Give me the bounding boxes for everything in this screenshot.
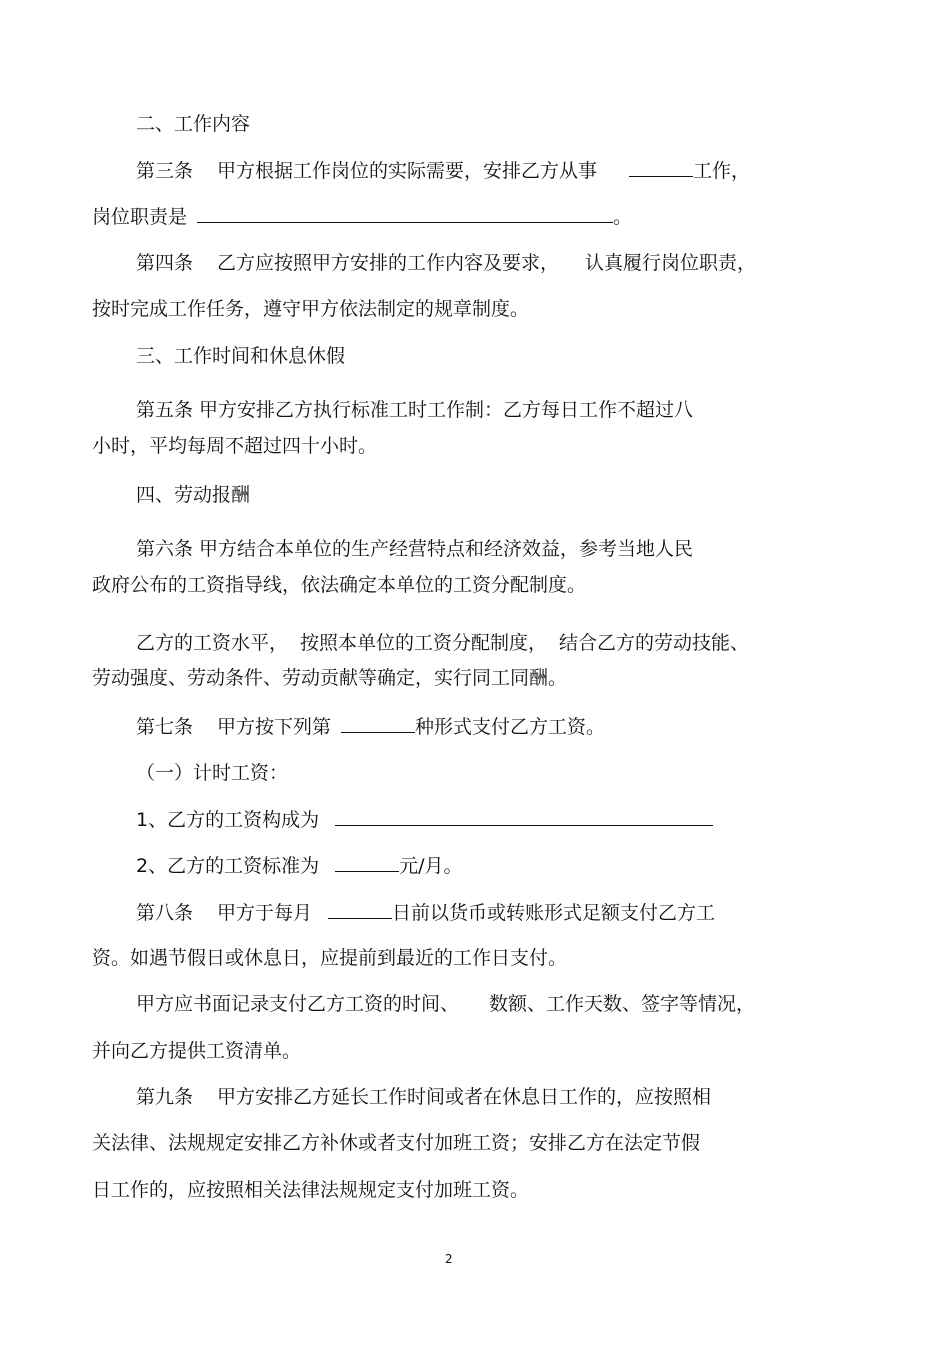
- article-7-label: 第七条: [136, 716, 194, 738]
- pay-level-text-3: 结合乙方的劳动技能、: [559, 632, 750, 654]
- item-2-text: 2、乙方的工资标准为: [136, 855, 320, 877]
- pay-day-blank: [328, 900, 392, 919]
- item-1: [136, 807, 713, 832]
- article-9-line-3: 日工作的，应按照相关法律法规规定支付加班工资。: [92, 1179, 530, 1201]
- article-9-text: 甲方安排乙方延长工作时间或者在休息日工作的，应按照相: [217, 1086, 712, 1108]
- article-9-line-1: [136, 1085, 711, 1109]
- article-8-line-1: [136, 900, 715, 925]
- article-4-label: 第四条: [136, 252, 194, 274]
- article-9-line-2: 关法律、法规规定安排乙方补休或者支付加班工资；安排乙方在法定节假: [92, 1132, 701, 1154]
- record-line-2: 并向乙方提供工资清单。: [92, 1040, 302, 1062]
- article-4-line-1: [136, 251, 756, 275]
- article-3-text: 甲方根据工作岗位的实际需要，安排乙方从事: [217, 160, 598, 182]
- article-5-line-2: 小时，平均每周不超过四十小时。: [92, 435, 378, 457]
- article-8-label: 第八条: [136, 902, 194, 924]
- article-3-label: 第三条: [136, 160, 194, 182]
- section-heading-remuneration: 四、劳动报酬: [136, 484, 251, 506]
- item-2: [136, 853, 463, 878]
- article-6-line-1: 第六条 甲方结合本单位的生产经营特点和经济效益，参考当地人民: [136, 538, 694, 560]
- wage-standard-blank: [335, 853, 399, 872]
- section-heading-work-hours: 三、工作时间和休息休假: [136, 345, 346, 367]
- article-8-text-end: 日前以货币或转账形式足额支付乙方工: [392, 902, 716, 924]
- article-5-line-1: 第五条 甲方安排乙方执行标准工时工作制：乙方每日工作不超过八: [136, 399, 694, 421]
- article-4-text: 乙方应按照甲方安排的工作内容及要求，: [217, 252, 560, 274]
- job-type-blank: [629, 158, 693, 177]
- record-text-2: 数额、工作天数、签字等情况，: [489, 993, 756, 1015]
- article-6-line-2: 政府公布的工资指导线，依法确定本单位的工资分配制度。: [92, 574, 587, 596]
- section-heading-work-content: 二、工作内容: [136, 113, 251, 135]
- pay-level-line-1: [136, 631, 749, 655]
- wage-form-blank: [341, 714, 415, 733]
- time-wage-heading: （一）计时工资：: [136, 762, 289, 784]
- page-number: 2: [445, 1252, 453, 1266]
- pay-level-text-1: 乙方的工资水平，: [136, 632, 289, 654]
- article-4-text-2: 认真履行岗位职责，: [585, 252, 757, 274]
- article-3-line-2: [92, 204, 632, 229]
- duties-label: 岗位职责是: [92, 206, 188, 228]
- article-8-text: 甲方于每月: [217, 902, 313, 924]
- record-line-1: [136, 992, 755, 1016]
- article-7: [136, 714, 605, 739]
- pay-level-text-2: 按照本单位的工资分配制度，: [300, 632, 548, 654]
- duties-end: 。: [613, 206, 633, 228]
- article-7-text-end: 种形式支付乙方工资。: [415, 716, 606, 738]
- item-1-text: 1、乙方的工资构成为: [136, 809, 320, 831]
- item-2-unit: 元/月。: [399, 855, 463, 877]
- record-text-1: 甲方应书面记录支付乙方工资的时间、: [136, 993, 460, 1015]
- wage-structure-blank: [335, 807, 713, 826]
- article-4-line-2: 按时完成工作任务，遵守甲方依法制定的规章制度。: [92, 298, 530, 320]
- article-8-line-2: 资。如遇节假日或休息日，应提前到最近的工作日支付。: [92, 947, 568, 969]
- article-3-text-end: 工作，: [693, 160, 751, 182]
- pay-level-line-2: 劳动强度、劳动条件、劳动贡献等确定，实行同工同酬。: [92, 667, 568, 689]
- article-3-line-1: [136, 158, 750, 183]
- article-9-label: 第九条: [136, 1086, 194, 1108]
- duties-blank: [197, 204, 613, 223]
- article-7-text: 甲方按下列第: [217, 716, 332, 738]
